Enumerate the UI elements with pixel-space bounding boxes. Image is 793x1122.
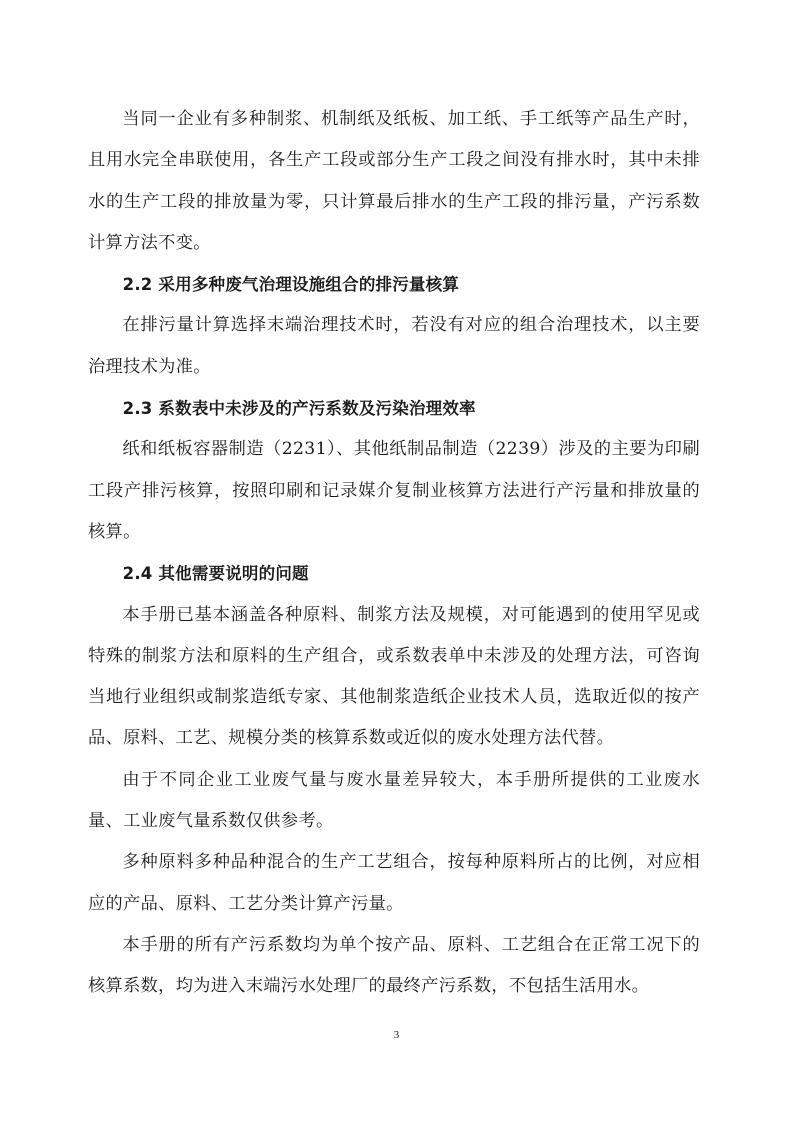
section-heading-2-3: 2.3 系数表中未涉及的产污系数及污染治理效率 <box>122 399 476 419</box>
paragraph-coefficient-scope: 本手册的所有产污系数均为单个按产品、原料、工艺组合在正常工况下的核算系数，均为进入末端污水处理厂的最终产污系数，不包括生活用水。 <box>88 934 700 997</box>
paragraph-rare-methods: 本手册已基本涵盖各种原料、制浆方法及规模，对可能遇到的使用罕见或特殊的制浆方法和原料的生产组合，或系数表单中未涉及的处理方法，可咨询当地行业组织或制浆造纸专家、其他制浆造纸企业技术人员，选取近似的按产品、原料、工艺、规模分类的核算系数或近似的废水处理方法代替。 <box>88 604 700 749</box>
paragraph-paper-container: 纸和纸板容器制造（2231）、其他纸制品制造（2239）涉及的主要为印刷工段产排污核算，按照印刷和记录媒介复制业核算方法进行产污量和排放量的核算。 <box>88 439 700 542</box>
section-heading-2-2: 2.2 采用多种废气治理设施组合的排污量核算 <box>122 275 460 295</box>
paragraph-multi-product-water: 当同一企业有多种制浆、机制纸及纸板、加工纸、手工纸等产品生产时，且用水完全串联使用，各生产工段或部分生产工段之间没有排水时，其中未排水的生产工段的排放量为零，只计算最后排水的生产工段的排污量，产污系数计算方法不变。 <box>88 109 700 253</box>
section-heading-2-4: 2.4 其他需要说明的问题 <box>122 564 309 584</box>
paragraph-gas-water-reference: 由于不同企业工业废气量与废水量差异较大，本手册所提供的工业废水量、工业废气量系数仅供参考。 <box>88 769 700 832</box>
page-content <box>88 99 700 1008</box>
paragraph-end-treatment: 在排污量计算选择末端治理技术时，若没有对应的组合治理技术，以主要治理技术为准。 <box>88 315 700 377</box>
paragraph-mixed-materials: 多种原料多种品种混合的生产工艺组合，按每种原料所占的比例，对应相应的产品、原料、工艺分类计算产污量。 <box>88 852 700 914</box>
page-number: 3 <box>393 1029 400 1041</box>
